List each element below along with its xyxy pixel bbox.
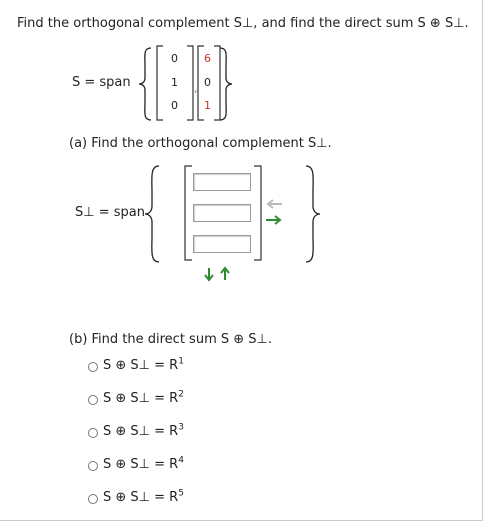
vector-input-2[interactable] bbox=[193, 204, 251, 222]
option-r2-radio[interactable] bbox=[88, 395, 98, 405]
s-span-label: S = span bbox=[72, 75, 131, 90]
part-b-prompt: (b) Find the direct sum S ⊕ S⊥. bbox=[69, 332, 272, 347]
add-column-arrow-icon[interactable] bbox=[264, 214, 284, 226]
remove-row-arrow-icon[interactable] bbox=[219, 266, 231, 282]
vector-separator: , bbox=[194, 82, 198, 95]
remove-column-arrow-icon[interactable] bbox=[264, 198, 284, 210]
vector2-entry-1: 6 bbox=[204, 52, 211, 65]
option-r4-radio[interactable] bbox=[88, 461, 98, 471]
vector1-entry-2: 1 bbox=[171, 76, 178, 89]
add-row-arrow-icon[interactable] bbox=[203, 266, 215, 282]
option-r5-radio[interactable] bbox=[88, 494, 98, 504]
option-r4-label: S ⊕ S⊥ = $R^4$ bbox=[103, 455, 184, 472]
vector-input-1[interactable] bbox=[193, 173, 251, 191]
option-r1-label: S ⊕ S⊥ = $R^1$ bbox=[103, 356, 184, 373]
part-a-prompt: (a) Find the orthogonal complement S⊥. bbox=[69, 136, 332, 151]
vector1-entry-1: 0 bbox=[171, 52, 178, 65]
option-r5-label: S ⊕ S⊥ = $R^5$ bbox=[103, 488, 184, 505]
part-a-right-brace bbox=[304, 164, 322, 264]
vector1-entry-3: 0 bbox=[171, 99, 178, 112]
vector-input-3[interactable] bbox=[193, 235, 251, 253]
part-a-left-brace bbox=[143, 164, 161, 264]
vector2-entry-3: 1 bbox=[204, 99, 211, 112]
question-intro: Find the orthogonal complement S⊥, and find the direct sum S ⊕ S⊥. bbox=[17, 16, 469, 31]
option-r3-label: S ⊕ S⊥ = $R^3$ bbox=[103, 422, 184, 439]
option-r2-label: S ⊕ S⊥ = $R^2$ bbox=[103, 389, 184, 406]
vector2-entry-2: 0 bbox=[204, 76, 211, 89]
option-r1-radio[interactable] bbox=[88, 362, 98, 372]
option-r3-radio[interactable] bbox=[88, 428, 98, 438]
s-perp-span-label: S⊥ = span bbox=[75, 205, 145, 220]
left-set-brace bbox=[137, 46, 153, 122]
